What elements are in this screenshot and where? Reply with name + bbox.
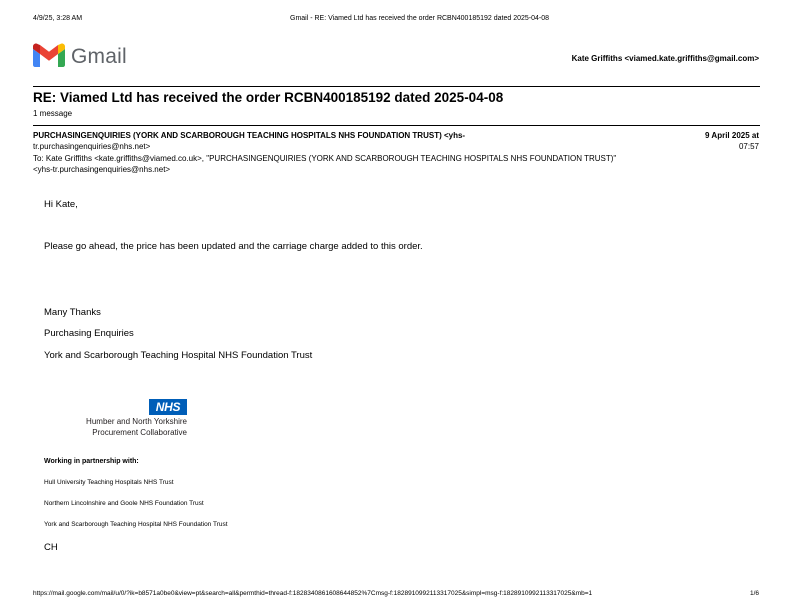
partner-heading: Working in partnership with:	[44, 458, 139, 465]
gmail-logo-icon	[33, 43, 65, 67]
account-email: Kate Griffiths <viamed.kate.griffiths@gmail.com>	[571, 54, 759, 63]
partner-item: York and Scarborough Teaching Hospital NHS Foundation Trust	[44, 521, 228, 528]
message-paragraph: Please go ahead, the price has been updated and the carriage charge added to this order.	[44, 241, 423, 252]
message-signoff: Many Thanks	[44, 307, 101, 318]
print-title: Gmail - RE: Viamed Ltd has received the order RCBN400185192 dated 2025-04-08	[290, 15, 550, 22]
partner-item: Hull University Teaching Hospitals NHS Trust	[44, 479, 174, 486]
procurement-collaborative-logo	[44, 399, 194, 441]
partner-item: Northern Lincolnshire and Goole NHS Foundation Trust	[44, 500, 204, 507]
signature-organisation: York and Scarborough Teaching Hospital NHS Foundation Trust	[44, 350, 313, 361]
collaborative-name-line2: Procurement Collaborative	[92, 428, 187, 437]
message-time: 07:57	[738, 142, 759, 151]
collaborative-name-line1: Humber and North Yorkshire	[86, 417, 187, 426]
message-date: 9 April 2025 at	[705, 131, 759, 140]
sender-name: PURCHASINGENQUIRIES (YORK AND SCARBOROUGH TEACHING HOSPITALS NHS FOUNDATION TRUST) <yhs-	[33, 131, 466, 140]
page-number: 1/6	[749, 590, 759, 597]
sender-initials: CH	[44, 542, 58, 553]
recipients-continued: <yhs-tr.purchasingenquiries@nhs.net>	[33, 165, 171, 174]
gmail-wordmark: Gmail	[71, 45, 127, 68]
print-datetime: 4/9/25, 3:28 AM	[33, 15, 83, 22]
message-count: 1 message	[33, 109, 73, 118]
sender-email: tr.purchasingenquiries@nhs.net>	[33, 142, 151, 151]
nhs-badge: NHS	[149, 399, 187, 415]
message-greeting: Hi Kate,	[44, 199, 78, 210]
gmail-logo[interactable]	[33, 43, 133, 71]
recipients: To: Kate Griffiths <kate.griffiths@viamed.co.uk>, "PURCHASINGENQUIRIES (YORK AND SCARBOROUGH TEACHING HOSPITALS NHS FOUNDATION TRUST)"	[33, 154, 617, 163]
header-divider	[33, 86, 760, 87]
signature-department: Purchasing Enquiries	[44, 328, 134, 339]
print-footer-url: https://mail.google.com/mail/u/0/?ik=b8571a0be0&view=pt&search=all&permthid=thread-f:1828340861608644852%7Cmsg-f:1828910992113317025&simpl=msg-f:1828910992113317025&mb=1	[33, 590, 593, 597]
thread-subject: RE: Viamed Ltd has received the order RCBN400185192 dated 2025-04-08	[33, 90, 504, 105]
subject-divider	[33, 125, 760, 126]
